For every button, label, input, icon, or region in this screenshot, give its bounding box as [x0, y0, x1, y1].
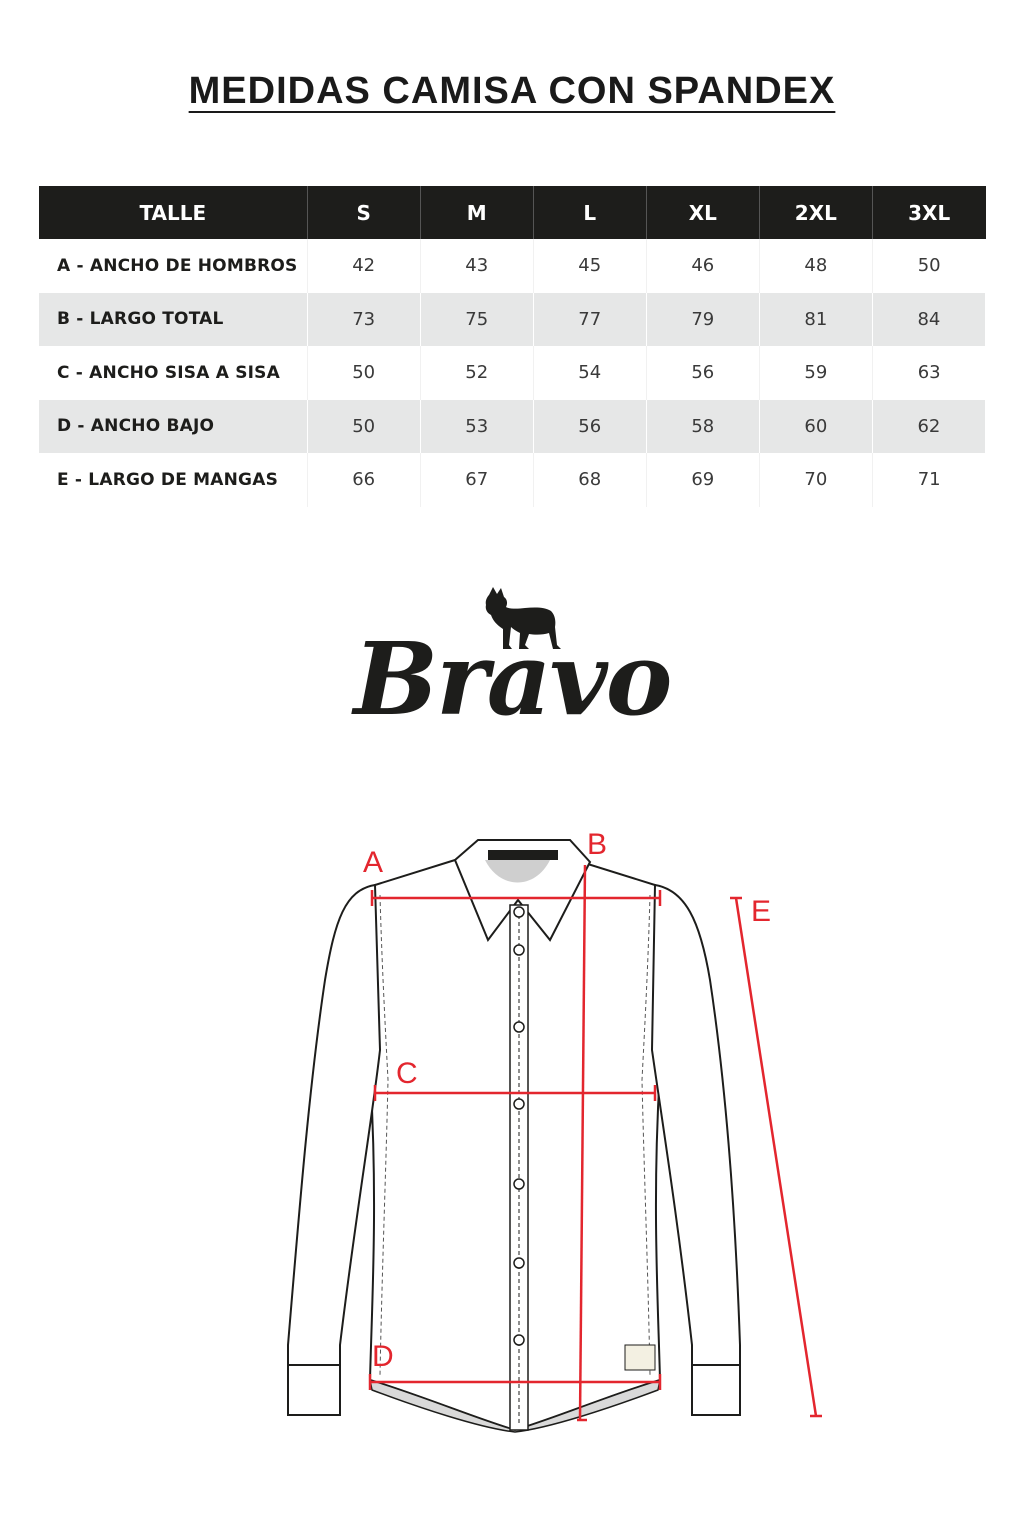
- header-size: 3XL: [908, 200, 951, 225]
- table-cell: 66: [307, 453, 420, 507]
- table-row: [39, 400, 986, 454]
- table-cell: 70: [759, 453, 872, 507]
- row-label: C - ANCHO SISA A SISA: [39, 346, 307, 400]
- table-cell: 75: [420, 293, 533, 347]
- table-cell: 62: [872, 400, 985, 454]
- table-cell: 60: [759, 400, 872, 454]
- page-title: MEDIDAS CAMISA CON SPANDEX: [188, 70, 836, 112]
- size-table: [39, 186, 986, 507]
- table-cell: 71: [917, 469, 941, 491]
- table-cell: 56: [646, 346, 759, 400]
- row-label: E - LARGO DE MANGAS: [39, 453, 307, 507]
- table-cell: 50: [917, 255, 941, 277]
- header-size: S: [307, 186, 420, 239]
- measure-label-d: D: [372, 1340, 394, 1373]
- measure-label-b: B: [587, 828, 608, 861]
- table-row: [39, 293, 986, 347]
- table-cell: 45: [533, 239, 646, 293]
- table-cell: 81: [759, 293, 872, 347]
- header-talle: TALLE: [39, 186, 307, 239]
- measure-label-e: E: [751, 895, 772, 928]
- row-label: D - ANCHO BAJO: [39, 400, 307, 454]
- table-cell: 73: [307, 293, 420, 347]
- shirt-sleeve-right: [652, 885, 740, 1415]
- table-cell: 77: [533, 293, 646, 347]
- table-cell: 54: [533, 346, 646, 400]
- table-cell: 50: [307, 346, 420, 400]
- shirt-sleeve-left: [288, 885, 380, 1415]
- table-cell: 84: [872, 293, 985, 347]
- table-cell: 59: [759, 346, 872, 400]
- measure-label-c: C: [396, 1057, 418, 1090]
- table-cell: 68: [533, 453, 646, 507]
- table-cell: 67: [420, 453, 533, 507]
- table-cell: 69: [646, 453, 759, 507]
- table-cell: 48: [759, 239, 872, 293]
- measure-e-line: [736, 898, 816, 1416]
- table-cell: 50: [307, 400, 420, 454]
- table-cell: 52: [420, 346, 533, 400]
- table-row: [39, 346, 986, 400]
- header-size: XL: [646, 186, 759, 239]
- table-cell: 53: [420, 400, 533, 454]
- row-label: A - ANCHO DE HOMBROS: [39, 239, 307, 293]
- header-size: M: [420, 186, 533, 239]
- table-cell: 63: [917, 362, 941, 384]
- row-label: B - LARGO TOTAL: [39, 293, 307, 347]
- measure-label-a: A: [363, 846, 384, 879]
- table-cell: 58: [646, 400, 759, 454]
- table-cell: 56: [533, 400, 646, 454]
- header-size: L: [533, 186, 646, 239]
- table-cell: 42: [307, 239, 420, 293]
- header-size: 2XL: [759, 186, 872, 239]
- table-cell: 46: [646, 239, 759, 293]
- table-cell: 43: [420, 239, 533, 293]
- brand-wordmark: Bravo: [353, 620, 671, 738]
- table-row: [39, 453, 986, 507]
- table-header-row: [39, 186, 986, 239]
- table-cell: 79: [646, 293, 759, 347]
- table-row: [39, 239, 986, 293]
